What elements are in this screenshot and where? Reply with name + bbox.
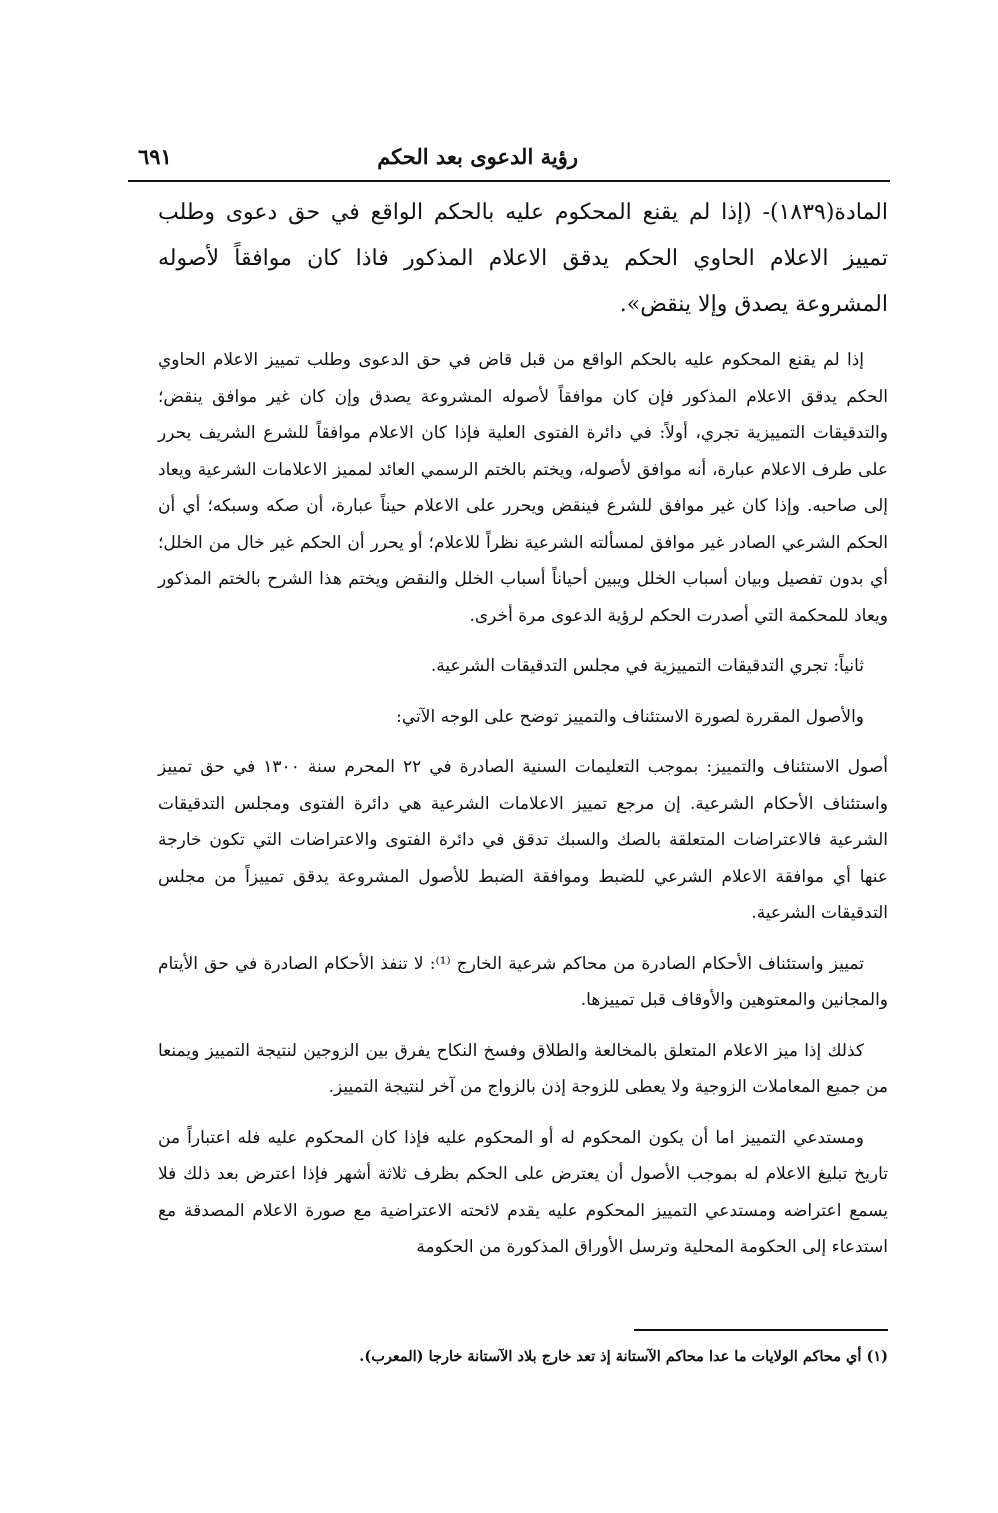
header-divider <box>128 180 890 182</box>
paragraph: ومستدعي التمييز اما أن يكون المحكوم له أو المحكوم عليه فإذا كان المحكوم عليه فله اعتباراً من تاريخ تبليغ الاعلام له بموجب الأصول أن يعترض على الحكم بظرف ثلاثة أشهر فإذا اعترض بعد ذلك فلا يسمع اعتراضه ومستدعي التمييز المحكوم عليه يقدم لائحته الاعتراضية مع صورة الاعلام المصدقة مع استدعاء إلى الحكومة المحلية وترسل الأوراق المذكورة من الحكومة <box>158 1127 888 1257</box>
paragraph: ثانياً: تجري التدقيقات التمييزية في مجلس التدقيقات الشرعية. <box>430 656 864 676</box>
paragraph: تمييز واستئناف الأحكام الصادرة من محاكم شرعية الخارج ⁽¹⁾: لا تنفذ الأحكام الصادرة في حق الأيتام والمجانين والمعتوهين والأوقاف قبل تمييزها. <box>158 953 888 1010</box>
paragraph: والأصول المقررة لصورة الاستئناف والتمييز توضح على الوجه الآتي: <box>396 706 864 727</box>
commentary-body <box>158 342 888 1280</box>
running-header <box>128 138 890 182</box>
footnote-divider <box>634 1329 888 1331</box>
chapter-title: رؤية الدعوى بعد الحكم <box>377 144 578 169</box>
page-number: ٦٩١ <box>138 144 172 169</box>
footnote: (١) أي محاكم الولايات ما عدا محاكم الآستانة إذ تعد خارج بلاد الآستانة خارجا (المعرب). <box>359 1348 888 1365</box>
article-text: المادة(١٨٣٩)- (إذا لم يقنع المحكوم عليه بالحكم الواقع في حق دعوى وطلب تمييز الاعلام الحاوي الحكم يدقق الاعلام المذكور فاذا كان موافقاً لأصوله المشروعة يصدق وإلا ينقض». <box>158 200 888 317</box>
paragraph: أصول الاستئناف والتمييز: بموجب التعليمات السنية الصادرة في ٢٢ المحرم سنة ١٣٠٠ في حق تمييز واستئناف الأحكام الشرعية. إن مرجع تمييز الاعلامات الشرعية هي دائرة الفتوى ومجلس التدقيقات الشرعية فالاعتراضات المتعلقة بالصك والسبك تدقق في دائرة الفتوى والاعتراضات التي تكون خارجة عنها أي موافقة الاعلام الشرعي للضبط وموافقة الضبط للأصول المشروعة يدقق تمييزاً من مجلس التدقيقات الشرعية. <box>158 757 888 923</box>
paragraph: إذا لم يقنع المحكوم عليه بالحكم الواقع من قبل قاض في حق الدعوى وطلب تمييز الاعلام الحاوي الحكم يدقق الاعلام المذكور فإن كان موافقاً لأصوله المشروعة يصدق وإن كان غير موافق ينقض؛ والتدقيقات التمييزية تجري، أولاً: في دائرة الفتوى العلية فإذا كان الاعلام موافقاً للشرع الشريف يحرر على طرف الاعلام عبارة، أنه موافق لأصوله، ويختم بالختم الرسمي العائد لمميز الاعلامات الشرعية ويعاد إلى صاحبه. وإذا كان غير موافق للشرع فينقض ويحرر على الاعلام حيناً عبارة، أن صكه وسبكه؛ أي أن الحكم الشرعي الصادر غير موافق لمسألته الشرعية نظراً للاعلام؛ أو يحرر أن الحكم غير خال من الخلل؛ أي بدون تفصيل وبيان أسباب الخلل ويبين أحياناً أسباب الخلل والنقض ويختم هذا الشرح بالختم المذكور ويعاد للمحكمة التي أصدرت الحكم لرؤية الدعوى مرة أخرى. <box>158 350 888 626</box>
paragraph: كذلك إذا ميز الاعلام المتعلق بالمخالعة والطلاق وفسخ النكاح يفرق بين الزوجين لنتيجة التمييز ويمنعا من جميع المعاملات الزوجية ولا يعطى للزوجة إذن بالزواج من آخر لنتيجة التمييز. <box>158 1040 888 1097</box>
